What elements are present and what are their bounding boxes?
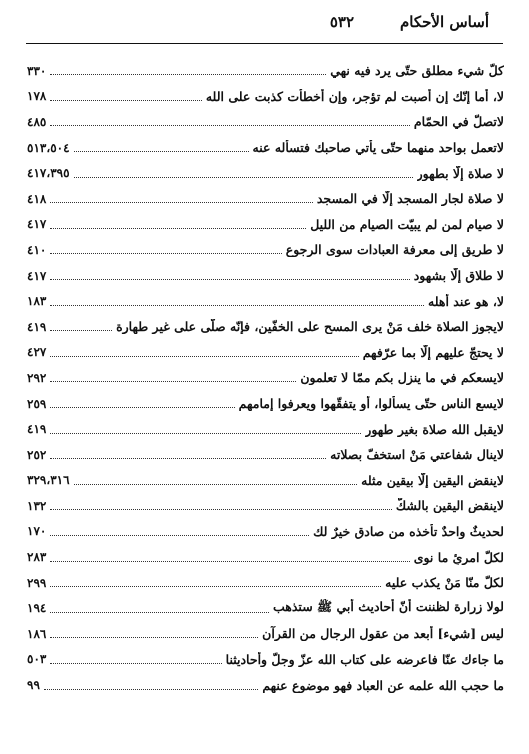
entry-pages: ٣٢٩،٣١٦ (27, 473, 70, 488)
entry-pages: ٤١٠ (27, 242, 47, 257)
entry-text: ما حجب الله علمه عن العباد فهو موضوع عنهم (262, 677, 504, 693)
dot-leader (50, 381, 296, 382)
entry-pages: ٩٩ (27, 678, 40, 693)
dot-leader (50, 586, 381, 587)
entry-text: لا طريق إلى معرفة العبادات سوى الرجوع (285, 242, 504, 258)
dot-leader (74, 484, 358, 485)
index-entry (27, 109, 504, 135)
index-list (27, 58, 504, 698)
index-entry (27, 442, 504, 468)
dot-leader (50, 253, 281, 254)
entry-pages: ٤١٩ (27, 319, 47, 334)
entry-text: لكلّ منّا مَنْ يكذب عليه (385, 575, 504, 591)
entry-pages: ٤١٧ (27, 268, 47, 283)
index-entry (27, 237, 504, 263)
index-entry (27, 595, 504, 621)
index-entry (27, 621, 504, 647)
index-entry (27, 212, 504, 238)
entry-text: لا طلاق إلّا بشهود (413, 268, 504, 284)
index-entry (27, 570, 504, 596)
entry-pages: ٤٢٧ (27, 345, 47, 360)
entry-pages: ٢٨٣ (27, 550, 47, 565)
entry-pages: ٢٩٩ (27, 575, 47, 590)
index-entry (27, 84, 504, 110)
entry-text: لايجوز الصلاة خلف مَنْ يرى المسح على الخفّين، فإنّه صلّى على غير طهارة (116, 319, 504, 335)
index-entry (27, 288, 504, 314)
dot-leader (50, 663, 221, 664)
header-rule (26, 43, 503, 44)
page-number: ٥٣٢ (329, 13, 354, 31)
index-entry (27, 416, 504, 442)
entry-text: لا صيام لمن لم يبيّت الصيام من الليل (310, 216, 504, 232)
entry-text: لحديثٌ واحدٌ تأخذه من صادق خيرٌ لك (313, 523, 504, 539)
entry-text: لايسعكم في ما ينزل بكم ممّا لا تعلمون (300, 370, 504, 386)
dot-leader (50, 356, 358, 357)
dot-leader (50, 100, 202, 101)
entry-text: لاينقض اليقين بالشكّ (395, 498, 504, 514)
entry-pages: ١٨٦ (27, 626, 47, 641)
entry-text: لولا زرارة لظننت أنّ أحاديث أبي ﷺ ستذهب (273, 598, 504, 614)
dot-leader (50, 279, 409, 280)
dot-leader (50, 433, 361, 434)
entry-pages: ١٨٣ (27, 294, 47, 309)
entry-text: لا يحتجّ عليهم إلّا بما عرّفهم (362, 344, 504, 360)
dot-leader (74, 177, 413, 178)
entry-text: لاينال شفاعتي مَنْ استخفّ بصلاته (330, 447, 504, 463)
entry-text: ليس [شيء] أبعد من عقول الرجال من القرآن (262, 626, 504, 642)
dot-leader (50, 407, 234, 408)
dot-leader (44, 689, 258, 690)
dot-leader (50, 561, 409, 562)
entry-pages: ٤١٧،٣٩٥ (27, 166, 70, 181)
dot-leader (74, 151, 249, 152)
index-entry (27, 340, 504, 366)
entry-text: لا صلاة لجار المسجد إلّا في المسجد (316, 191, 504, 207)
entry-pages: ٤١٩ (27, 422, 47, 437)
entry-pages: ١٣٢ (27, 498, 47, 513)
entry-text: لايقبل الله صلاة بغير طهور (365, 421, 504, 437)
entry-pages: ٢٥٩ (27, 396, 47, 411)
entry-pages: ١٩٤ (27, 601, 47, 616)
index-entry (27, 391, 504, 417)
entry-pages: ٣٣٠ (27, 63, 47, 78)
index-entry (27, 186, 504, 212)
page-header (0, 13, 529, 37)
entry-text: لاتصلّ في الحمّام (413, 114, 504, 130)
index-entry (27, 135, 504, 161)
index-entry (27, 647, 504, 673)
dot-leader (50, 330, 112, 331)
entry-pages: ٤٨٥ (27, 114, 47, 129)
dot-leader (50, 509, 391, 510)
entry-pages: ٢٥٢ (27, 447, 47, 462)
entry-text: لكلّ امرئٍ ما نوى (413, 549, 504, 565)
index-entry (27, 468, 504, 494)
dot-leader (50, 74, 326, 75)
entry-pages: ١٧٨ (27, 89, 47, 104)
entry-pages: ٢٩٢ (27, 370, 47, 385)
entry-text: لاينقض اليقين إلّا بيقين مثله (361, 472, 504, 488)
entry-pages: ٤١٨ (27, 191, 47, 206)
dot-leader (50, 228, 306, 229)
index-entry (27, 160, 504, 186)
entry-pages: ٥١٣،٥٠٤ (27, 140, 70, 155)
entry-text: ما جاءك عنّا فاعرضه على كتاب الله عزّ وجلّ وأحاديثنا (225, 651, 504, 667)
entry-text: لاتعمل بواحد منهما حتّى يأتي صاحبك فتسأله عنه (252, 140, 504, 156)
index-entry (27, 263, 504, 289)
index-entry (27, 544, 504, 570)
running-title: أساس الأحكام (400, 13, 489, 31)
index-entry (27, 493, 504, 519)
dot-leader (50, 612, 269, 613)
index-entry (27, 519, 504, 545)
dot-leader (50, 535, 309, 536)
entry-pages: ١٧٠ (27, 524, 47, 539)
index-entry (27, 314, 504, 340)
entry-text: لا، أما إنّك إن أصبت لم تؤجر، وإن أخطأت كذبت على الله (205, 88, 504, 104)
index-entry (27, 58, 504, 84)
dot-leader (50, 458, 326, 459)
index-entry (27, 365, 504, 391)
dot-leader (50, 125, 410, 126)
dot-leader (50, 637, 258, 638)
entry-text: كلّ شيء مطلق حتّى يرد فيه نهي (330, 63, 504, 79)
dot-leader (50, 202, 312, 203)
entry-text: لا، هو عند أهله (428, 293, 504, 309)
entry-text: لايسع الناس حتّى يسألوا، أو يتفقّهوا ويعرفوا إمامهم (238, 396, 504, 412)
dot-leader (50, 305, 424, 306)
entry-text: لا صلاة إلّا بطهور (416, 165, 504, 181)
entry-pages: ٤١٧ (27, 217, 47, 232)
entry-pages: ٥٠٣ (27, 652, 47, 667)
index-entry (27, 672, 504, 698)
